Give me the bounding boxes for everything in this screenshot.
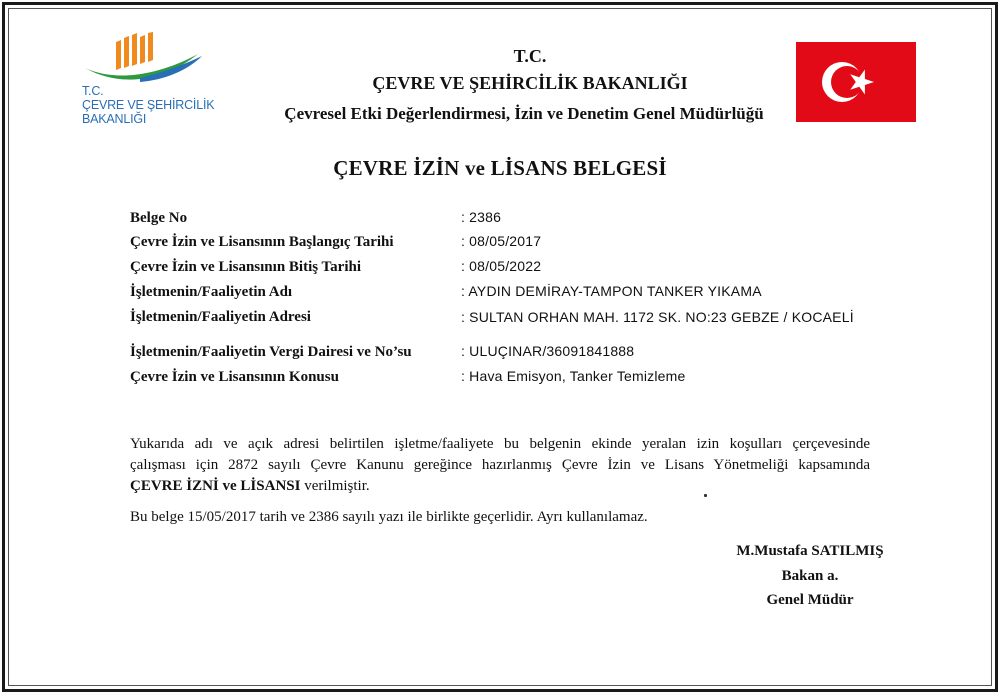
statement-line-2: çalışması için 2872 sayılı Çevre Kanunu gereğince hazırlanmış Çevre İzin ve Lisans Yönetmeliği kapsamında: [130, 457, 870, 473]
field-value: : 08/05/2022: [461, 258, 542, 274]
signatory-role: Genel Müdür: [766, 592, 854, 608]
statement-line-3: [130, 476, 870, 497]
logo-bakanligi-text: BAKANLIĞI: [82, 112, 147, 126]
field-label: İşletmenin/Faaliyetin Adresi: [130, 309, 311, 325]
field-label: İşletmenin/Faaliyetin Vergi Dairesi ve No’su: [130, 344, 412, 360]
logo-tc-text: T.C.: [82, 84, 104, 98]
statement-bold-text: ÇEVRE İZNİ ve LİSANSI: [130, 478, 301, 494]
statement-line-1: Yukarıda adı ve açık adresi belirtilen işletme/faaliyete bu belgenin ekinde yeralan izin koşulları çerçevesinde: [130, 436, 870, 452]
field-label: Çevre İzin ve Lisansının Konusu: [130, 369, 339, 385]
validity-note: Bu belge 15/05/2017 tarih ve 2386 sayılı yazı ile birlikte geçerlidir. Ayrı kullanılamaz.: [130, 509, 648, 525]
header-directorate: Çevresel Etki Değerlendirmesi, İzin ve Denetim Genel Müdürlüğü: [284, 104, 764, 123]
field-label: Çevre İzin ve Lisansının Bitiş Tarihi: [130, 259, 362, 275]
header-ministry: ÇEVRE VE ŞEHİRCİLİK BAKANLIĞI: [372, 73, 688, 93]
signatory-name: M.Mustafa SATILMIŞ: [736, 543, 884, 559]
field-value: : SULTAN ORHAN MAH. 1172 SK. NO:23 GEBZE / KOCAELİ: [461, 309, 854, 325]
field-value: : 2386: [461, 209, 502, 225]
field-value: : 08/05/2017: [461, 233, 542, 249]
header-tc: T.C.: [513, 46, 547, 66]
field-value: : Hava Emisyon, Tanker Temizleme: [461, 368, 686, 384]
field-value: : ULUÇINAR/36091841888: [461, 343, 635, 359]
field-label: İşletmenin/Faaliyetin Adı: [130, 284, 293, 300]
logo-ministry-text: ÇEVRE VE ŞEHİRCİLİK: [82, 98, 215, 112]
signatory-title: Bakan a.: [781, 568, 839, 584]
certificate-statement: [130, 434, 870, 497]
statement-rest-text: verilmiştir.: [300, 478, 370, 494]
document-title: ÇEVRE İZİN ve LİSANS BELGESİ: [333, 156, 667, 180]
field-label: Çevre İzin ve Lisansının Başlangıç Tarihi: [130, 234, 394, 250]
field-label: Belge No: [130, 210, 188, 226]
scan-speck: [704, 494, 707, 497]
field-value: : AYDIN DEMİRAY-TAMPON TANKER YIKAMA: [461, 283, 762, 299]
